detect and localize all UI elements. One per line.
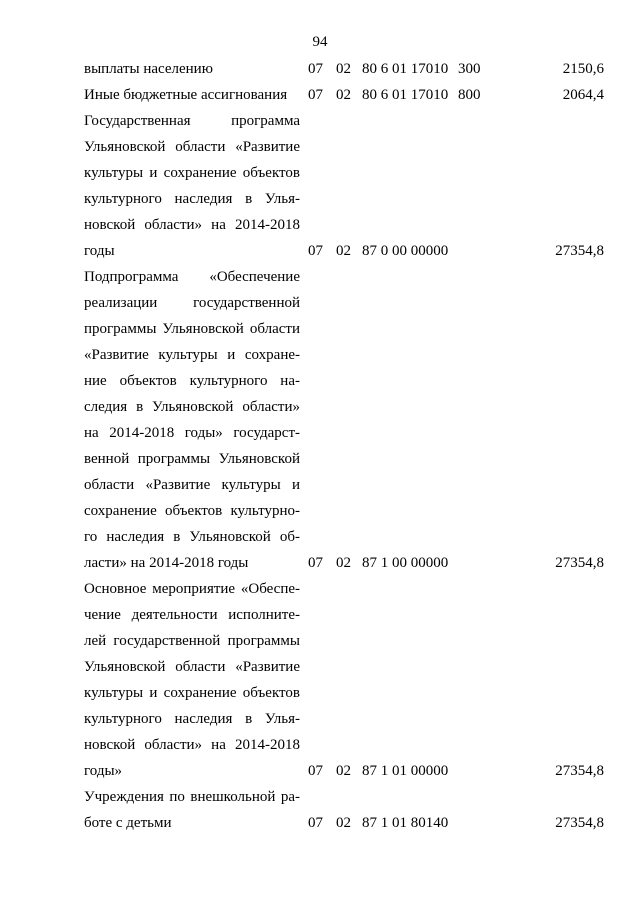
table-row	[84, 264, 604, 576]
description-line: культуры и сохранение объектов	[84, 685, 300, 701]
row-description	[84, 82, 300, 108]
description-line: го наследия в Ульяновской об-	[84, 529, 300, 545]
amount: 2150,6	[562, 61, 604, 77]
description-line: Государственная программа	[84, 113, 300, 129]
target-article-code: 87 1 00 00000	[362, 555, 449, 571]
description-line: сохранение объектов культурно-	[84, 503, 300, 519]
section-code: 07	[308, 61, 323, 77]
section-code: 07	[308, 815, 323, 831]
amount: 27354,8	[555, 555, 604, 571]
section-code: 07	[308, 243, 323, 259]
target-article-code: 87 0 00 00000	[362, 243, 449, 259]
table-row	[84, 576, 604, 784]
description-line: области «Развитие культуры и	[84, 477, 300, 493]
subsection-code: 02	[336, 763, 351, 779]
description-line: чение деятельности исполните-	[84, 607, 300, 623]
description-line: выплаты населению	[84, 61, 213, 77]
description-line: культурного наследия в Улья-	[84, 191, 300, 207]
description-line: Основное мероприятие «Обеспе-	[84, 581, 300, 597]
row-description	[84, 108, 300, 264]
description-line: боте с детьми	[84, 815, 172, 831]
target-article-code: 87 1 01 00000	[362, 763, 449, 779]
budget-table	[84, 56, 604, 836]
subsection-code: 02	[336, 87, 351, 103]
description-line: программы Ульяновской области	[84, 321, 300, 337]
description-line: годы	[84, 243, 115, 259]
section-code: 07	[308, 87, 323, 103]
page-number: 94	[312, 34, 328, 50]
amount: 27354,8	[555, 815, 604, 831]
description-line: Ульяновской области «Развитие	[84, 659, 300, 675]
target-article-code: 80 6 01 17010	[362, 87, 449, 103]
subsection-code: 02	[336, 555, 351, 571]
subsection-code: 02	[336, 61, 351, 77]
description-line: культурного наследия в Улья-	[84, 711, 300, 727]
description-line: Учреждения по внешкольной ра-	[84, 789, 300, 805]
description-line: годы»	[84, 763, 123, 779]
target-article-code: 87 1 01 80140	[362, 815, 449, 831]
amount: 27354,8	[555, 243, 604, 259]
subsection-code: 02	[336, 815, 351, 831]
expense-type-code: 800	[458, 87, 481, 103]
row-description	[84, 56, 300, 82]
row-description	[84, 576, 300, 784]
section-code: 07	[308, 555, 323, 571]
description-line: Подпрограмма «Обеспечение	[84, 269, 300, 285]
description-line: ласти» на 2014-2018 годы	[84, 555, 249, 571]
table-row	[84, 784, 604, 836]
description-line: венной программы Ульяновской	[84, 451, 300, 467]
row-description	[84, 264, 300, 576]
description-line: ние объектов культурного на-	[84, 373, 300, 389]
amount: 27354,8	[555, 763, 604, 779]
subsection-code: 02	[336, 243, 351, 259]
amount: 2064,4	[562, 87, 604, 103]
section-code: 07	[308, 763, 323, 779]
description-line: Иные бюджетные ассигнования	[84, 87, 288, 103]
description-line: новской области» на 2014-2018	[84, 737, 300, 753]
expense-type-code: 300	[458, 61, 481, 77]
description-line: следия в Ульяновской области»	[84, 399, 300, 415]
description-line: на 2014-2018 годы» государст-	[84, 425, 300, 441]
description-line: «Развитие культуры и сохране-	[84, 347, 300, 363]
target-article-code: 80 6 01 17010	[362, 61, 449, 77]
table-row	[84, 82, 604, 108]
description-line: лей государственной программы	[84, 633, 300, 649]
description-line: культуры и сохранение объектов	[84, 165, 300, 181]
table-row	[84, 56, 604, 82]
description-line: Ульяновской области «Развитие	[84, 139, 300, 155]
table-row	[84, 108, 604, 264]
row-description	[84, 784, 300, 836]
description-line: реализации государственной	[84, 295, 300, 311]
description-line: новской области» на 2014-2018	[84, 217, 300, 233]
